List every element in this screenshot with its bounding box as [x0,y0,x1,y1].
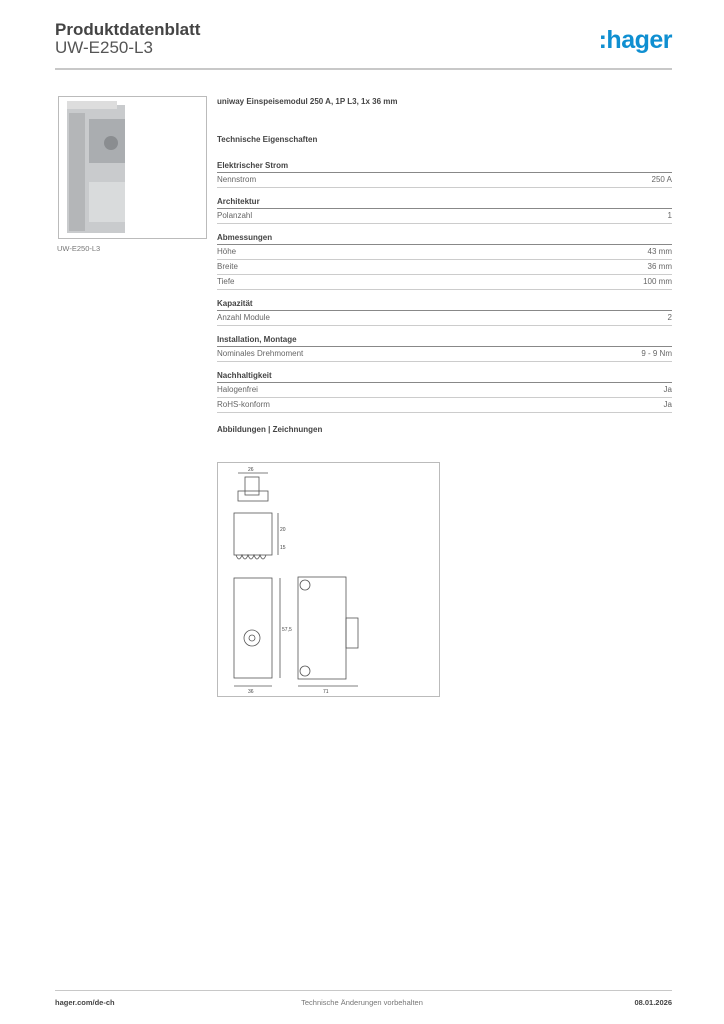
spec-group [217,371,672,413]
footer-divider [55,990,672,991]
spec-value: 250 A [651,175,672,184]
spec-row [217,311,672,326]
dim-label: 15 [280,545,286,551]
spec-row [217,260,672,275]
spec-value: Ja [663,400,672,409]
dim-label: 57,5 [282,627,292,633]
footer-disclaimer: Technische Änderungen vorbehalten [301,998,423,1007]
hager-logo: :hager [598,26,672,54]
spec-section [217,97,672,434]
group-title: Abmessungen [217,233,672,245]
section-title: Technische Eigenschaften [217,135,318,144]
spec-label: Breite [217,262,238,271]
technical-drawing [217,462,440,697]
spec-value: 9 - 9 Nm [641,349,672,358]
product-code: UW-E250-L3 [55,38,153,57]
spec-group [217,335,672,362]
spec-group [217,233,672,290]
group-title: Architektur [217,197,672,209]
spec-row [217,383,672,398]
footer-date: 08.01.2026 [634,998,672,1007]
dim-label: 20 [280,527,286,533]
group-title: Nachhaltigkeit [217,371,672,383]
spec-row [217,173,672,188]
product-image [58,96,207,239]
spec-value: 2 [667,313,672,322]
spec-row [217,398,672,413]
spec-label: Nominales Drehmoment [217,349,304,358]
group-title: Kapazität [217,299,672,311]
page-title: Produktdatenblatt [55,20,201,39]
spec-label: Nennstrom [217,175,257,184]
spec-label: Tiefe [217,277,235,286]
spec-group [217,161,672,188]
product-description: uniway Einspeisemodul 250 A, 1P L3, 1x 36 mm [217,97,398,106]
spec-group [217,299,672,326]
spec-value: 43 mm [647,247,672,256]
spec-value: 36 mm [647,262,672,271]
dim-label: 26 [248,467,254,473]
spec-group [217,197,672,224]
spec-label: Polanzahl [217,211,253,220]
spec-label: RoHS-konform [217,400,270,409]
spec-label: Halogenfrei [217,385,258,394]
dim-label: 36 [248,689,254,695]
group-title: Elektrischer Strom [217,161,672,173]
spec-label: Höhe [217,247,237,256]
group-title: Installation, Montage [217,335,672,347]
spec-value: Ja [663,385,672,394]
dim-label: 71 [323,689,329,695]
spec-value: 100 mm [643,277,672,286]
spec-row [217,275,672,290]
figures-title: Abbildungen | Zeichnungen [217,425,323,434]
header-divider [55,68,672,70]
image-caption: UW-E250-L3 [57,244,101,253]
spec-value: 1 [667,211,672,220]
footer-website-link[interactable]: hager.com/de-ch [55,998,115,1007]
spec-row [217,209,672,224]
spec-row [217,245,672,260]
spec-row [217,347,672,362]
spec-label: Anzahl Module [217,313,270,322]
